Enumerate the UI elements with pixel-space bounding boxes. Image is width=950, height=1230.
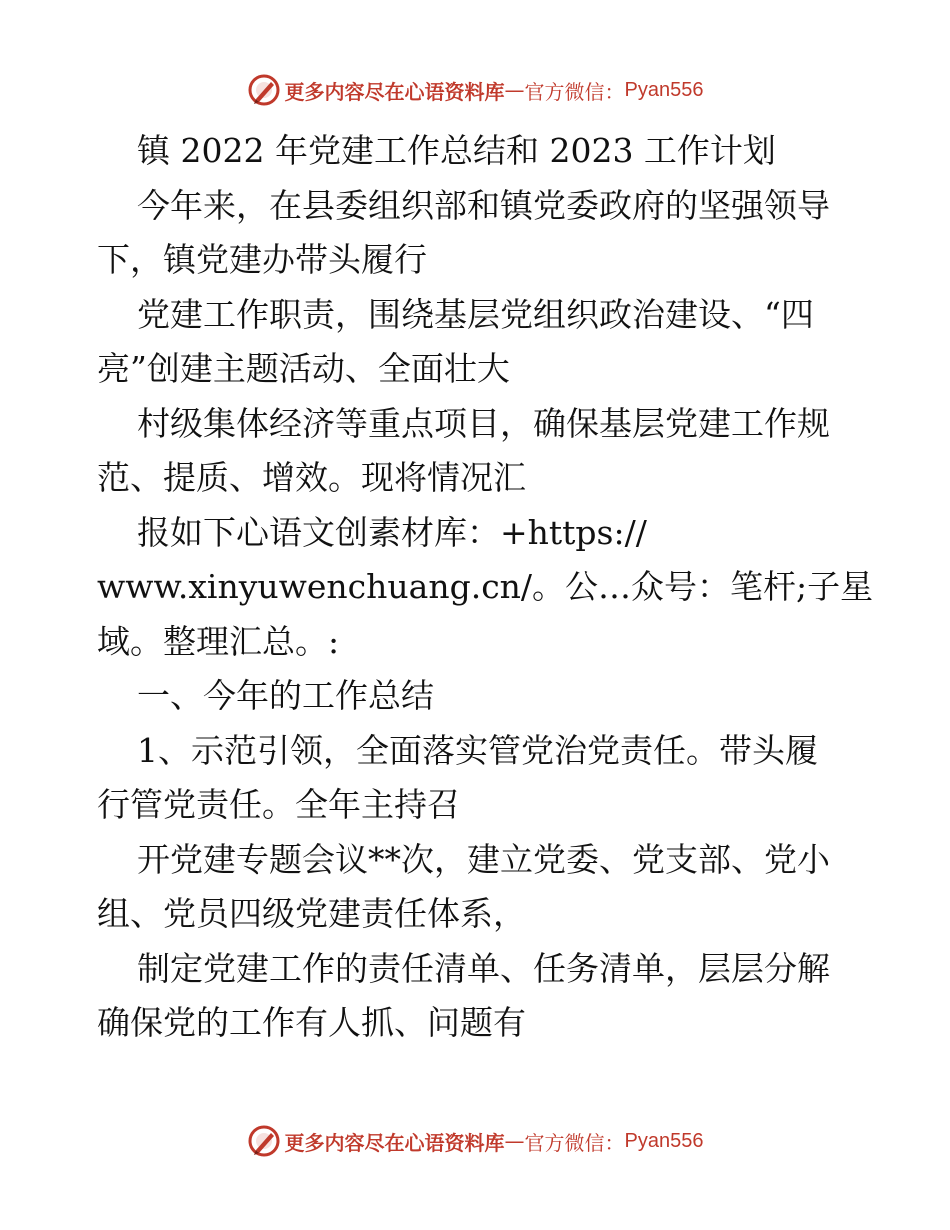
banner-wechat-id: Pyan556 [624, 1129, 704, 1152]
document-line: 下，镇党建办带头履行 [97, 240, 427, 279]
footer-banner [0, 1121, 950, 1161]
document-line: 确保党的工作有人抓、问题有 [97, 1003, 526, 1042]
header-banner [0, 70, 950, 110]
banner-site-text: 更多内容尽在心语资料库 [284, 1130, 505, 1155]
document-line: 制定党建工作的责任清单、任务清单，层层分解 [137, 948, 830, 988]
document-line: 党建工作职责，围绕基层党组织政治建设、“四 [137, 294, 814, 334]
banner-site-text: 更多内容尽在心语资料库 [284, 79, 505, 104]
document-line: www.xinyuwenchuang.cn/。公…众号：笔杆;子星 [97, 567, 874, 606]
footer-banner-content [247, 1124, 704, 1158]
banner-wechat-id: Pyan556 [624, 78, 704, 101]
document-line: 开党建专题会议**次，建立党委、党支部、党小 [137, 839, 830, 879]
document-line: 一、今年的工作总结 [137, 676, 434, 715]
document-line: 1、示范引领，全面落实管党治党责任。带头履 [137, 730, 818, 770]
document-line: 行管党责任。全年主持召 [97, 785, 460, 824]
document-line: 村级集体经济等重点项目，确保基层党建工作规 [137, 403, 830, 443]
header-banner-content [247, 73, 704, 107]
document-line: 镇 2022 年党建工作总结和 2023 工作计划 [137, 131, 776, 170]
document-line: 范、提质、增效。现将情况汇 [97, 458, 526, 497]
banner-separator: — [504, 1129, 525, 1153]
pen-logo-icon [247, 73, 281, 107]
document-line: 域。整理汇总。: [97, 621, 340, 661]
document-body [97, 124, 874, 1051]
document-line: 亮”创建主题活动、全面壮大 [97, 349, 510, 388]
document-line: 报如下心语文创素材库：+https:// [137, 512, 647, 552]
banner-wechat-label: 官方微信： [524, 1130, 625, 1155]
banner-separator: — [504, 78, 525, 102]
document-line: 今年来，在县委组织部和镇党委政府的坚强领导 [137, 185, 830, 225]
pen-logo-icon [247, 1124, 281, 1158]
banner-wechat-label: 官方微信： [524, 79, 625, 104]
document-line: 组、党员四级党建责任体系， [97, 894, 526, 933]
